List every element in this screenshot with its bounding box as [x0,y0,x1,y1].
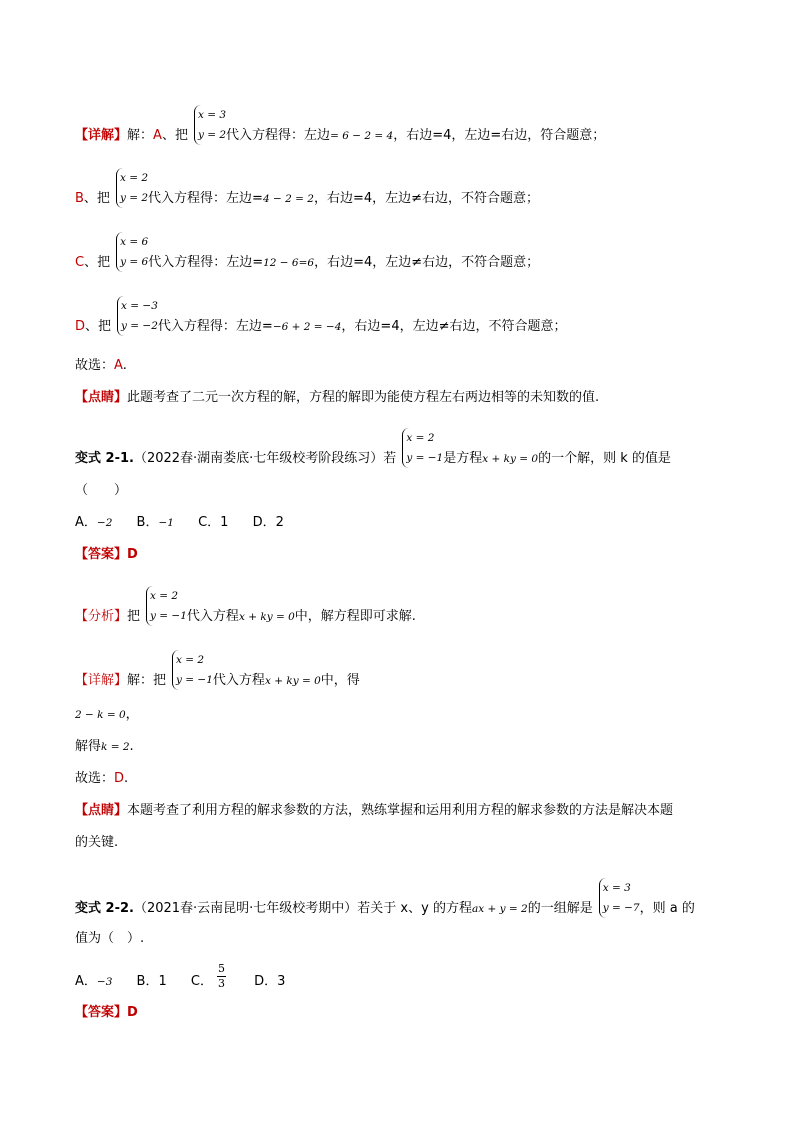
detail-rest: ，右边=4，左边=右边，符合题意； [393,128,606,143]
answer-letter: D [127,1005,138,1020]
q1-row-d: D、把 x = −3 y = −2 代入方程得：左边=−6 + 2 = −4，右边=4，左边≠右边，不符合题意； [75,296,566,336]
answer-letter: A [114,358,123,373]
option-letter: A [153,128,162,143]
q2-analysis: 【分析】把 x = 2 y = −1 代入方程x + ky = 0中，解方程即可求解. [75,586,416,626]
q2-comment-line2: 的关键. [75,835,119,850]
math-expression: = 6 − 2 = 4 [330,130,394,142]
q2-stem: 变式 2-1.（2022春·湖南娄底·七年级校考阶段练习）若 x = 2 y = −1 是方程x + ky = 0的一个解，则 k 的值是 [75,428,671,468]
q2-choice: 故选：D. [75,771,129,786]
option-b: B．−1 [136,515,174,530]
q2-detail: 【详解】解：把 x = 2 y = −1 代入方程x + ky = 0中，得 [75,650,360,690]
equation-system: x = −3 y = −2 [117,296,158,336]
q1-comment: 【点睛】此题考查了二元一次方程的解，方程的解即为能使方程左右两边相等的未知数的值. [75,390,600,405]
detail-tag: 【详解】 [75,128,128,143]
option-c: C． $\frac{5}{3}$ [190,962,225,990]
q2-step2: 解得k = 2. [75,739,134,754]
answer-letter: D [114,771,125,786]
q3-options [75,962,285,991]
fraction: $\frac{5}{3}$ [217,962,225,990]
detail-lead: 解： [127,128,154,143]
option-letter: D [75,319,86,334]
q2-paren: （ ） [75,483,128,498]
equation-system: x = 2 y = −1 [172,650,213,690]
math-expression: 12 − 6=6 [263,257,315,269]
option-letter: B [75,191,84,206]
q1-row-b: B、把 x = 2 y = 2 代入方程得：左边=4 − 2 = 2，右边=4，左边≠右边，不符合题意； [75,168,539,208]
question-source: （2022春·湖南娄底·七年级校考阶段练习）若 [133,451,397,466]
option-d: D．2 [252,515,284,530]
answer-tag: 【答案】 [75,1005,128,1020]
option-a: A．−2 [75,515,113,530]
math-expression: x + ky = 0 [264,675,321,687]
q3-stem-line2: 值为（ ）. [75,931,145,946]
equation-system: x = 2 y = 2 [116,168,148,208]
q3-answer [75,1004,138,1022]
equation-system: x = 6 y = 6 [116,232,148,272]
answer-letter: D [127,547,138,562]
equation-system: x = 3 y = 2 [194,105,226,145]
detail-tag: 【详解】 [75,673,128,688]
equation-system: x = 2 y = −1 [146,586,187,626]
analysis-tag: 【分析】 [75,609,128,624]
option-c: C．1 [198,515,229,530]
answer-tag: 【答案】 [75,547,128,562]
question-number: 变式 2-1. [75,451,134,466]
detail-sep: 、把 [161,128,188,143]
equation-system: x = 2 y = −1 [402,428,443,468]
equation-system: x = 3 y = −7 [599,878,640,918]
q2-step1: 2 − k = 0， [75,707,139,722]
math-expression: 4 − 2 = 2 [262,193,314,205]
math-expression: k = 2 [101,741,130,753]
question-source: （2021春·云南昆明·七年级校考期中）若关于 x、y 的方程 [133,901,472,916]
comment-tag: 【点睛】 [75,803,128,818]
q2-answer [75,546,138,564]
math-expression: x + ky = 0 [482,453,539,465]
comment-tag: 【点睛】 [75,390,128,405]
option-b: B．1 [136,974,167,989]
question-number: 变式 2-2. [75,901,134,916]
option-a: A．−3 [75,974,113,989]
q2-comment-line1: 【点睛】本题考查了利用方程的解求参数的方法，熟练掌握和运用利用方程的解求参数的方法是解决本题 [75,803,674,818]
q2-options [75,514,284,532]
option-letter: C [75,255,85,270]
option-d: D．3 [254,974,286,989]
detail-mid: 代入方程得：左边 [226,128,331,143]
math-expression: ax + y = 2 [471,903,528,915]
q3-stem: 变式 2-2.（2021春·云南昆明·七年级校考期中）若关于 x、y 的方程ax + y = 2的一组解是 x = 3 y = −7 ，则 a 的 [75,878,695,918]
math-expression: −6 + 2 = −4 [272,321,342,333]
math-expression: x + ky = 0 [238,611,295,623]
math-expression: 2 − k = 0 [75,709,126,721]
q1-detail-line [75,105,605,145]
q1-choice: 故选：A. [75,358,127,373]
q1-row-c: C、把 x = 6 y = 6 代入方程得：左边=12 − 6=6，右边=4，左边≠右边，不符合题意； [75,232,539,272]
